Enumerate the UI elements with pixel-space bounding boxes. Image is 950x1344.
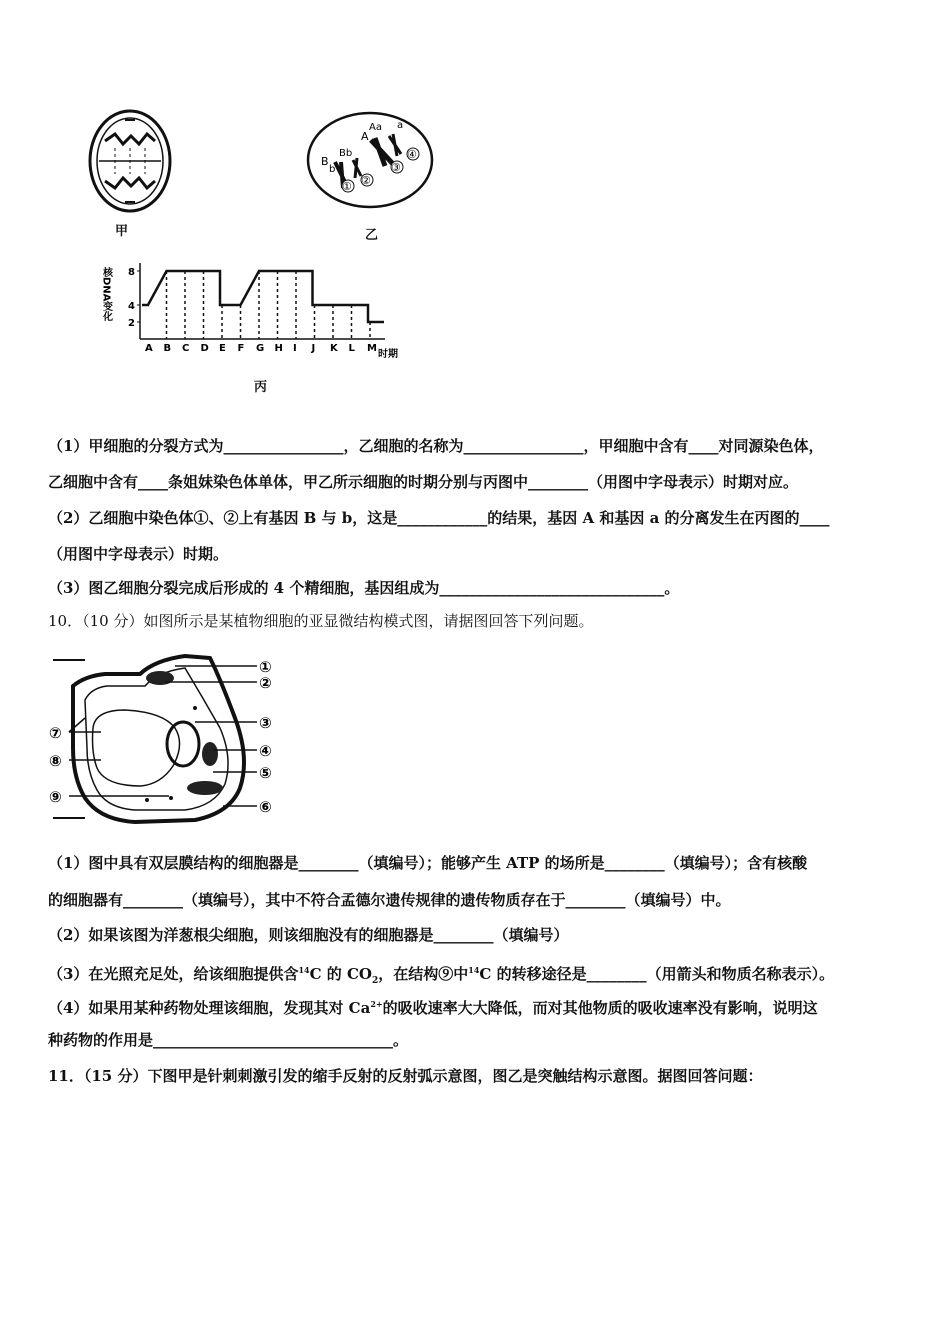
chart-xtick-G: G [256,343,265,354]
q10-title: 10．（10 分）如图所示是某植物细胞的亚显微结构模式图，请据图回答下列问题。 [48,612,594,630]
q10-line-4-d: C 的转移途径是________（用箭头和物质名称表示）。 [479,965,835,983]
chart-xtick-A: A [145,343,153,354]
chart-xtick-F: F [237,343,245,354]
q11-title: 11．（15 分）下图甲是针刺刺激引发的缩手反射的反射弧示意图，图乙是突触结构示意图。据图回答问题： [48,1067,763,1085]
q10-line-4-sup2: 14 [468,965,480,975]
yi-number-1: ① [342,180,352,193]
yi-gene-A: A [361,130,369,143]
q9-line-1: （1）甲细胞的分裂方式为________________，乙细胞的名称为________________，甲细胞中含有____对同源染色体， [48,437,824,455]
q10-line-4-c: ，在结构⑨中 [378,965,469,983]
q10-line-4-a: （3）在光照充足处，给该细胞提供含 [48,965,299,983]
yi-number-2: ② [361,174,371,187]
yi-gene-b: b [329,164,336,175]
chart-xtick-L: L [348,343,355,354]
figure-yi-cell [305,110,435,210]
q10-line-3: （2）如果该图为洋葱根尖细胞，则该细胞没有的细胞器是________（填编号） [48,926,569,944]
q10-line-5-a: （4）如果用某种药物处理该细胞，发现其对 Ca [48,999,371,1017]
q10-line-5 [48,994,818,1018]
q10-line-6: 种药物的作用是________________________________。 [48,1031,409,1049]
chart-ytick-8: 8 [128,267,135,278]
chart-xtick-C: C [182,343,190,354]
figure-plant-cell [45,648,290,828]
yi-number-3: ③ [391,161,401,174]
cell-label-7: ⑦ [49,724,62,742]
cell-label-1: ① [259,658,272,676]
cell-label-6: ⑥ [259,798,272,816]
cell-label-4: ④ [259,742,272,760]
cell-label-2: ② [259,674,272,692]
yi-gene-B: B [321,155,329,168]
cell-label-8: ⑧ [49,752,62,770]
q9-line-4: （用图中字母表示）时期。 [48,545,229,563]
figure-jia-cell [85,106,175,216]
cell-label-9: ⑨ [49,788,62,806]
chart-ytick-4: 4 [128,301,135,312]
yi-number-4: ④ [407,148,417,161]
yi-gene-Aa: Aa [369,122,382,133]
figure-jia-label: 甲 [115,224,129,239]
chart-xtick-M: M [367,343,377,354]
q9-line-5: （3）图乙细胞分裂完成后形成的 4 个精细胞，基因组成为______________________________。 [48,579,680,597]
yi-gene-Bb: Bb [339,148,353,159]
q10-line-4-sub: 2 [371,976,379,986]
q10-line-4 [48,960,834,991]
chart-xtick-I: I [293,343,297,354]
chart-xlabel: 时期 [378,349,398,360]
cell-label-5: ⑤ [259,764,272,782]
chart-xtick-H: H [274,343,283,354]
q10-line-2: 的细胞器有________（填编号），其中不符合孟德尔遗传规律的遗传物质存在于________（填编号）中。 [48,891,731,909]
q10-line-5-sup: 2+ [370,999,383,1009]
q9-line-3: （2）乙细胞中染色体①、②上有基因 B 与 b，这是____________的结果，基因 A 和基因 a 的分离发生在丙图的____ [48,509,830,527]
cell-label-3: ③ [259,714,272,732]
chart-series-line [142,271,384,322]
chart-xtick-K: K [330,343,338,354]
q10-line-1: （1）图中具有双层膜结构的细胞器是________（填编号）；能够产生 ATP 的场所是________（填编号）；含有核酸 [48,854,808,872]
yi-gene-a: a [397,120,404,131]
q10-line-4-sup1: 14 [298,965,310,975]
chart-xtick-E: E [219,343,226,354]
q10-line-4-b: C 的 CO [309,965,372,983]
chart-ytick-2: 2 [128,318,135,329]
figure-bing-label: 丙 [254,380,268,395]
figure-yi-label: 乙 [365,228,379,243]
q10-line-5-b: 的吸收速率大大降低，而对其他物质的吸收速率没有影响，说明这 [382,999,818,1017]
figure-bing-chart [100,255,420,370]
chart-ylabel: 核DNA变化 [100,267,112,322]
q9-line-2: 乙细胞中含有____条姐妹染色体单体，甲乙所示细胞的时期分别与丙图中________（用图中字母表示）时期对应。 [48,473,799,491]
chart-xtick-D: D [200,343,209,354]
chart-xtick-J: J [311,343,316,354]
chart-xtick-B: B [163,343,172,354]
